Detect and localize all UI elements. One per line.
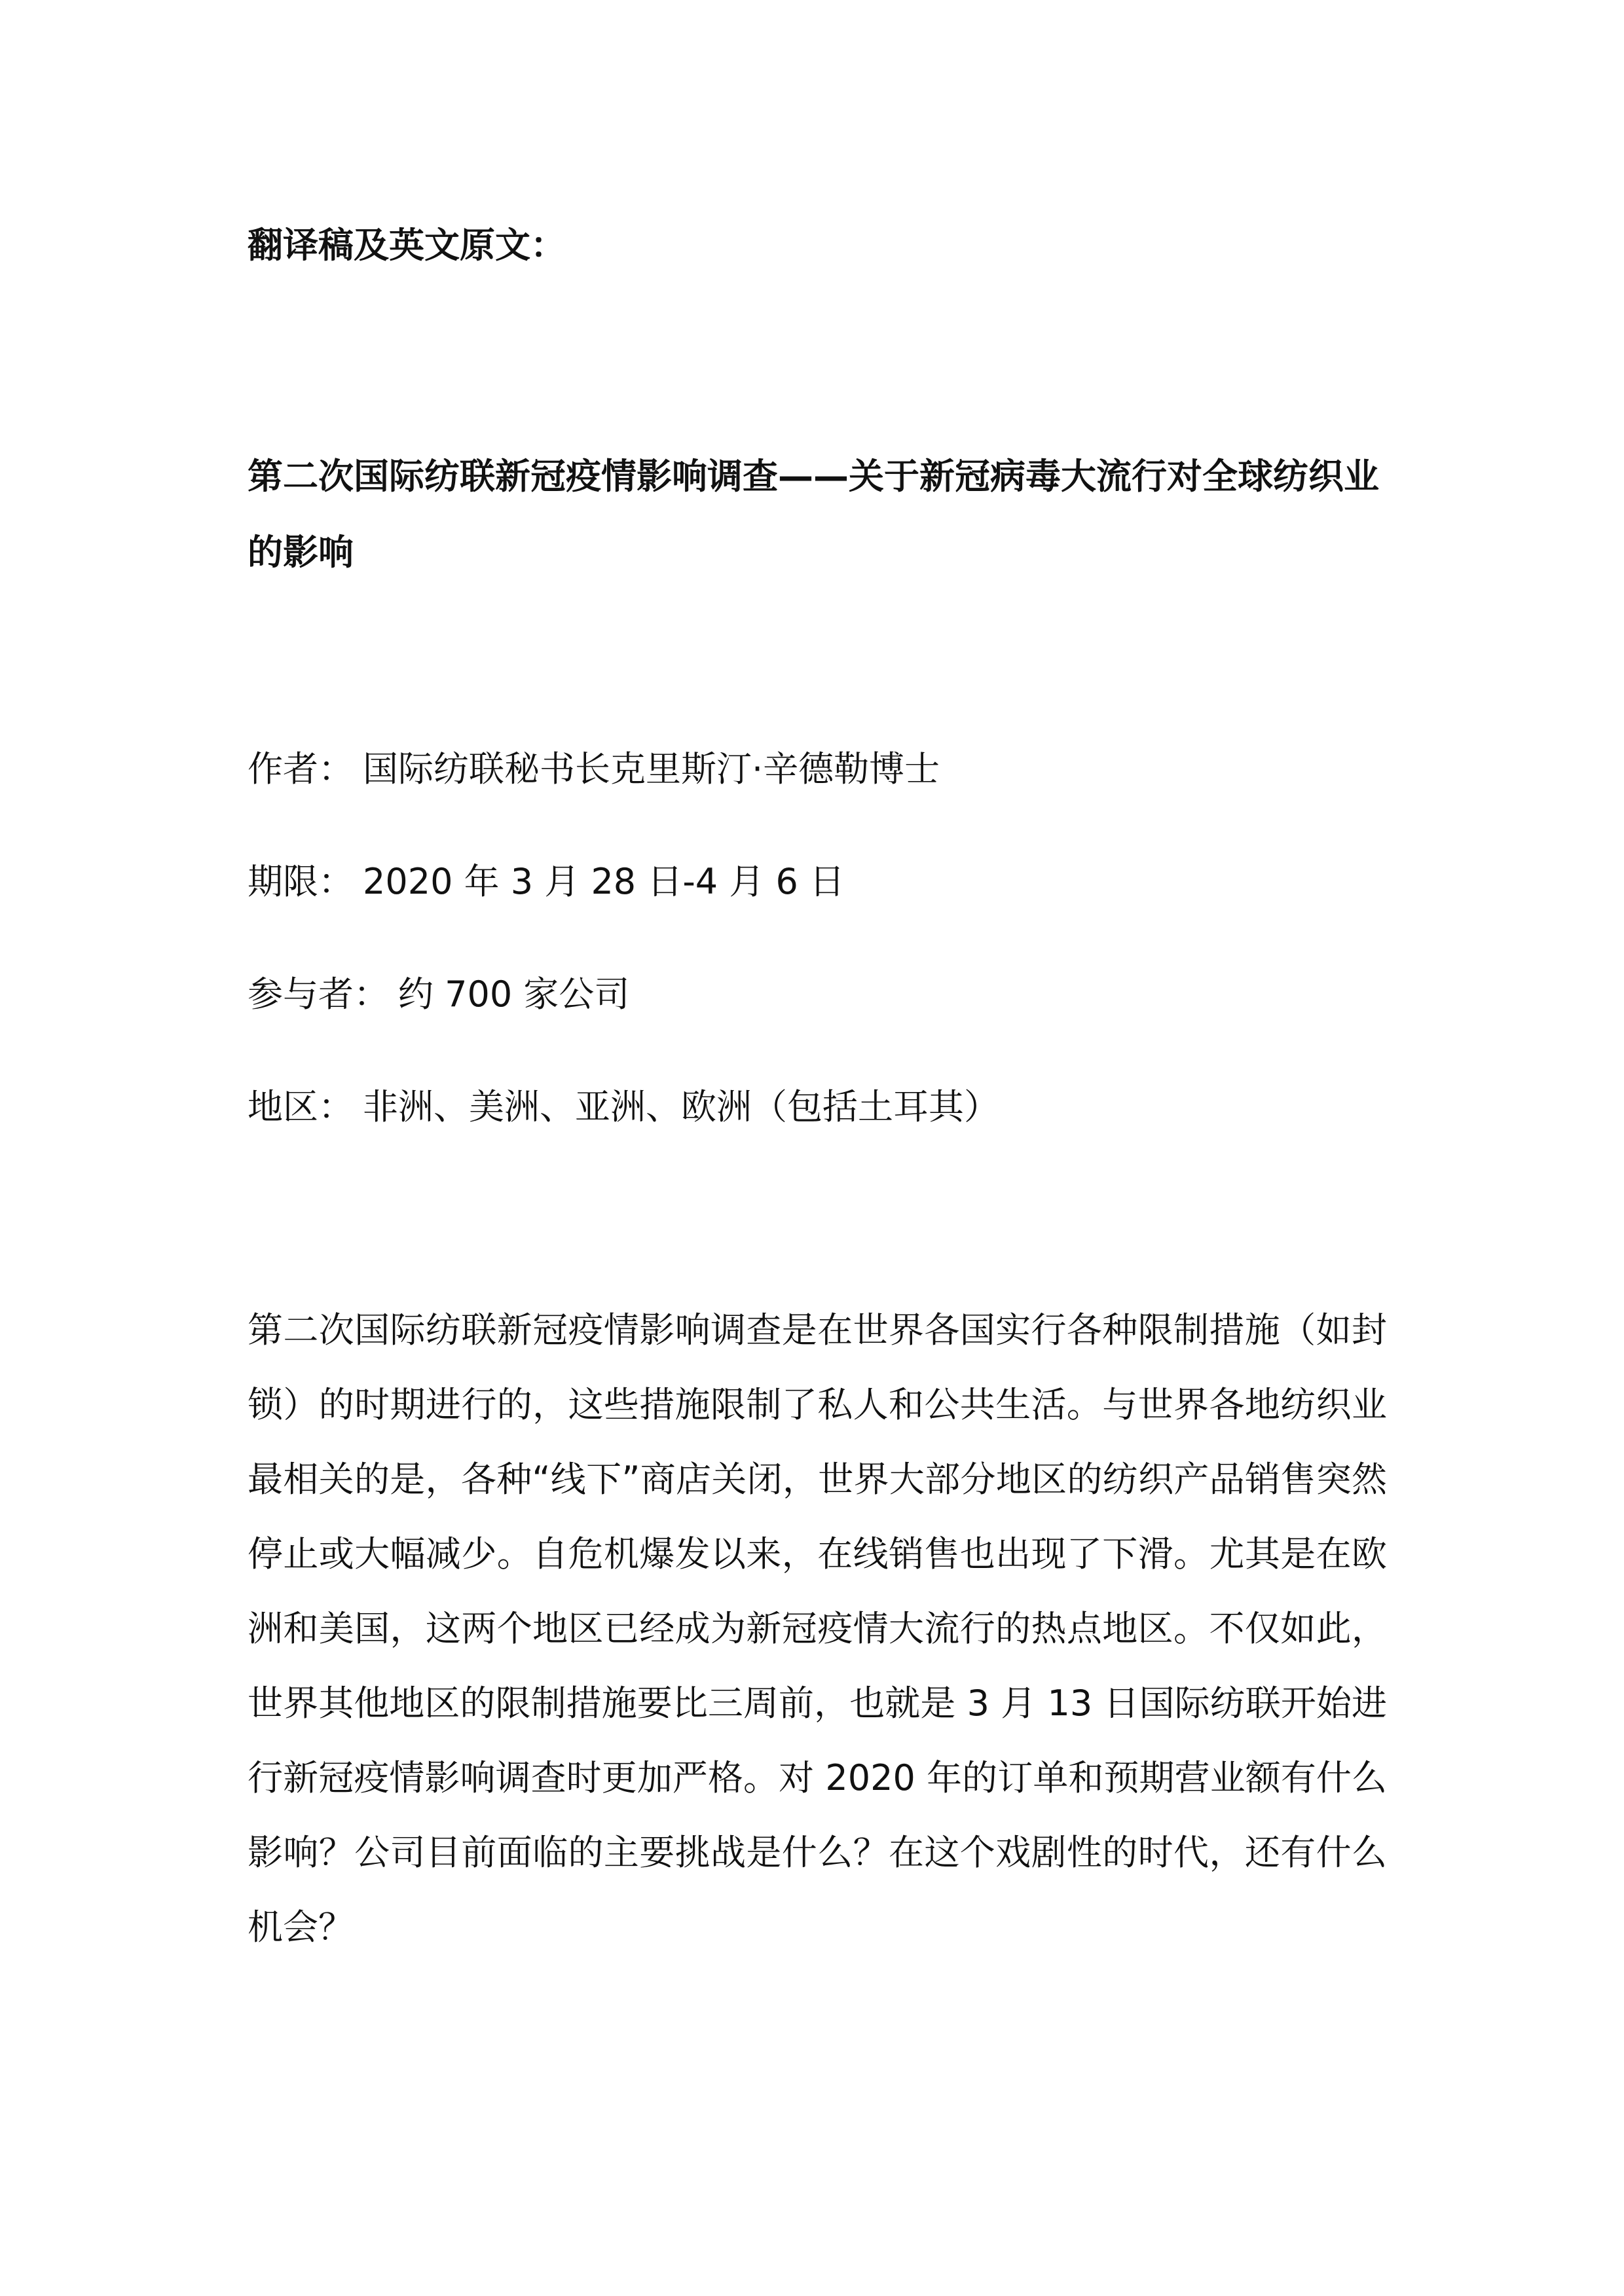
participants-label: 参与者： — [248, 974, 389, 1015]
author-line — [248, 737, 999, 802]
body-paragraph: 第二次国际纺联新冠疫情影响调查是在世界各国实行各种限制措施（如封锁）的时期进行的，这些措施限制了私人和公共生活。与世界各地纺织业最相关的是，各种“线下”商店关闭，世界大部分地区的纺织产品销售突然停止或大幅减少。自危机爆发以来，在线销售也出现了下滑。尤其是在欧洲和美国，这两个地区已经成为新冠疫情大流行的热点地区。不仅如此，世界其他地区的限制措施要比三周前，也就是 3 月 13 日国际纺联开始进行新冠疫情影响调查时更加严格。对 2020 年的订单和预期营业额有什么影响？公司目前面临的主要挑战是什么？在这个戏剧性的时代，还有什么机会？ — [248, 1309, 1387, 1948]
period-label: 期限： — [248, 861, 354, 902]
participants-value: 约 700 家公司 — [398, 974, 630, 1015]
period-value: 2020 年 3 月 28 日-4 月 6 日 — [363, 861, 845, 902]
section-heading: 翻译稿及英文原文： — [248, 225, 566, 266]
document-title: 第二次国际纺联新冠疫情影响调查——关于新冠病毒大流行对全球纺织业的影响 — [248, 456, 1379, 573]
period-line — [248, 849, 999, 915]
participants-line — [248, 962, 999, 1027]
metadata-list — [248, 737, 999, 1187]
regions-value: 非洲、美洲、亚洲、欧洲（包括土耳其） — [363, 1086, 999, 1127]
author-label: 作者： — [248, 748, 354, 790]
author-value: 国际纺联秘书长克里斯汀·辛德勒博士 — [363, 748, 940, 790]
regions-line — [248, 1074, 999, 1140]
regions-label: 地区： — [248, 1086, 354, 1127]
